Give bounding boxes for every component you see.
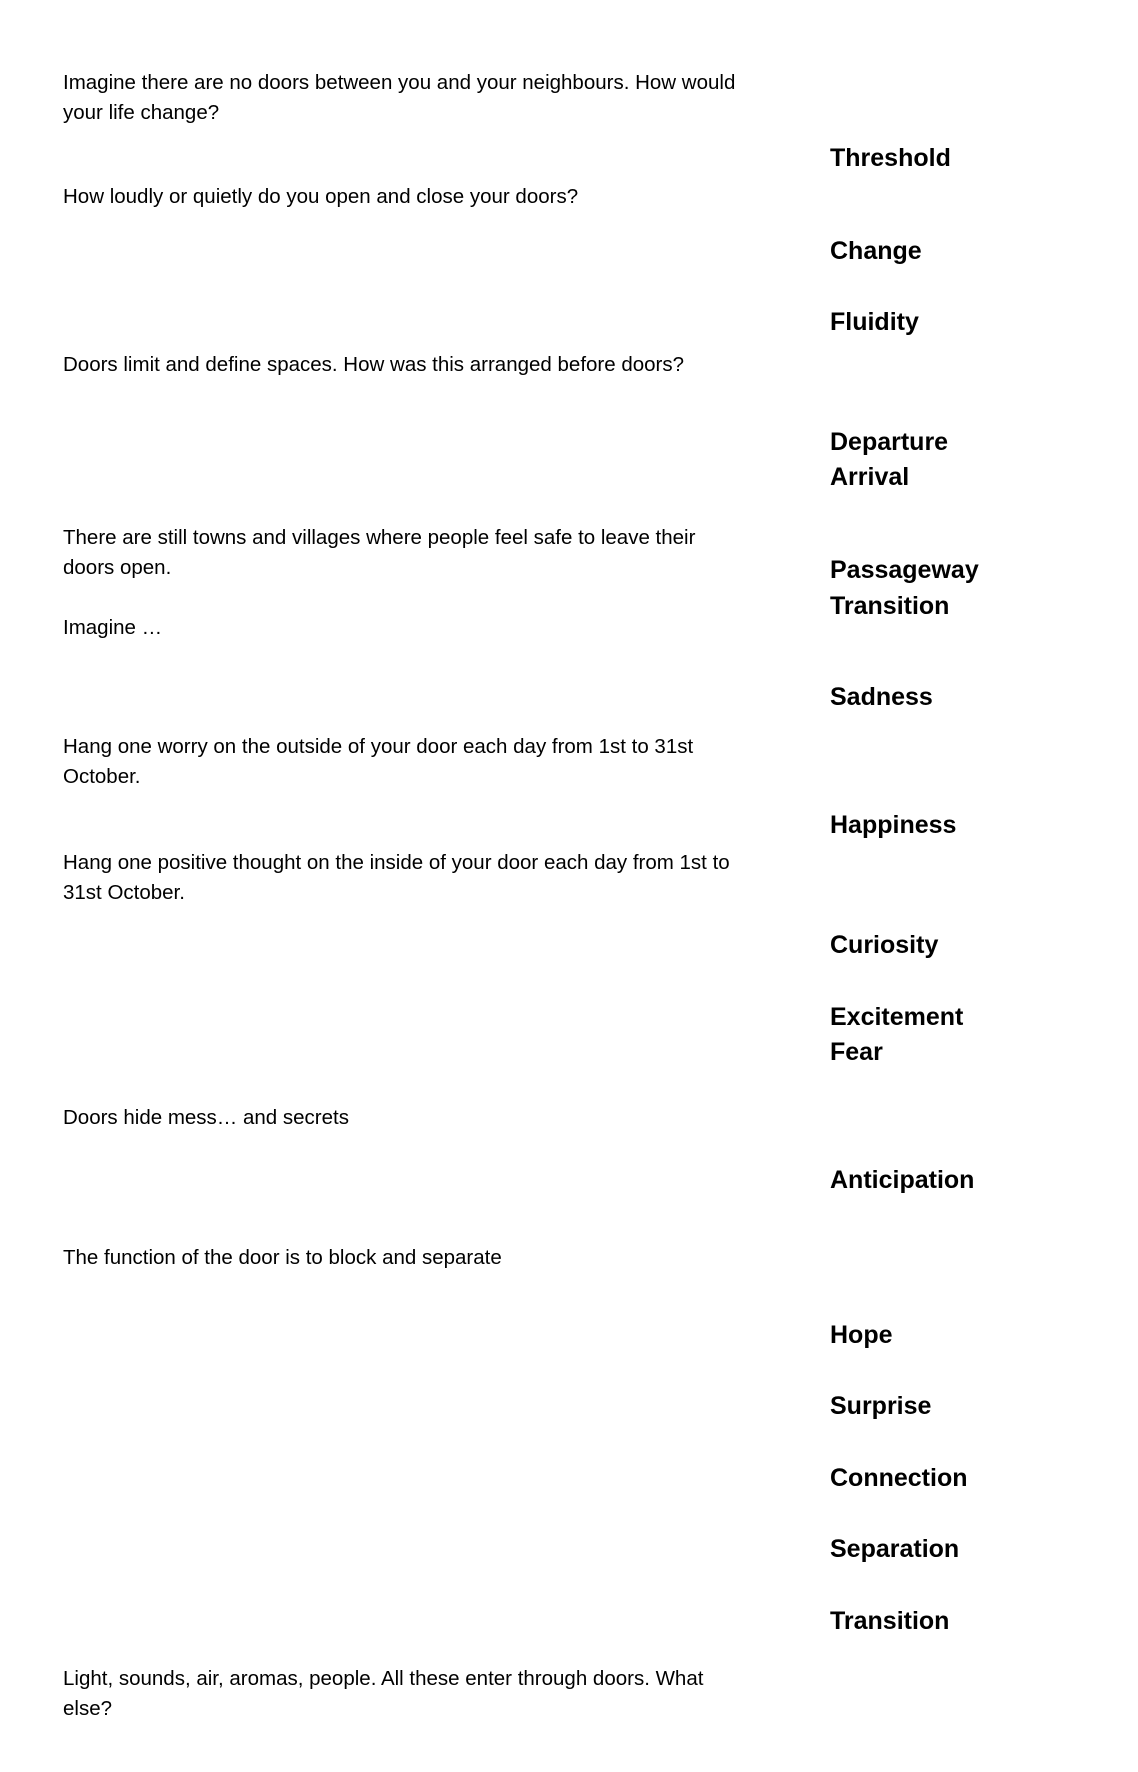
keyword-passageway: Passageway xyxy=(830,556,979,584)
prompt-open-close-doors: How loudly or quietly do you open and close your doors? xyxy=(63,185,579,208)
keyword-fluidity: Fluidity xyxy=(830,308,919,336)
keyword-happiness: Happiness xyxy=(830,811,957,839)
keyword-arrival: Arrival xyxy=(830,463,910,491)
keyword-sadness: Sadness xyxy=(830,683,933,711)
keyword-hope: Hope xyxy=(830,1321,893,1349)
prompt-imagine: Imagine … xyxy=(63,616,163,639)
prompt-what-enters: Light, sounds, air, aromas, people. All these enter through doors. What else? xyxy=(63,1667,704,1720)
keyword-connection: Connection xyxy=(830,1464,968,1492)
prompt-function-of-door: The function of the door is to block and separate xyxy=(63,1246,502,1269)
keyword-transition-2: Transition xyxy=(830,1607,950,1635)
keyword-transition: Transition xyxy=(830,592,950,620)
keyword-departure: Departure xyxy=(830,428,949,456)
keyword-excitement: Excitement xyxy=(830,1003,964,1031)
keyword-surprise: Surprise xyxy=(830,1392,932,1420)
keyword-anticipation: Anticipation xyxy=(830,1166,975,1194)
prompt-hang-positive-thought: Hang one positive thought on the inside of your door each day from 1st to 31st October. xyxy=(63,851,730,904)
prompt-no-doors-neighbours: Imagine there are no doors between you and your neighbours. How would your life change? xyxy=(63,71,736,124)
prompt-before-doors: Doors limit and define spaces. How was this arranged before doors? xyxy=(63,353,685,376)
prompt-hang-worry: Hang one worry on the outside of your door each day from 1st to 31st October. xyxy=(63,735,694,788)
prompt-towns-villages: There are still towns and villages where people feel safe to leave their doors open. xyxy=(63,526,696,579)
keyword-fear: Fear xyxy=(830,1038,883,1066)
prompt-doors-hide-mess: Doors hide mess… and secrets xyxy=(63,1106,349,1129)
keyword-threshold: Threshold xyxy=(830,144,951,172)
keyword-curiosity: Curiosity xyxy=(830,931,939,959)
keyword-change: Change xyxy=(830,237,922,265)
keyword-separation: Separation xyxy=(830,1535,960,1563)
